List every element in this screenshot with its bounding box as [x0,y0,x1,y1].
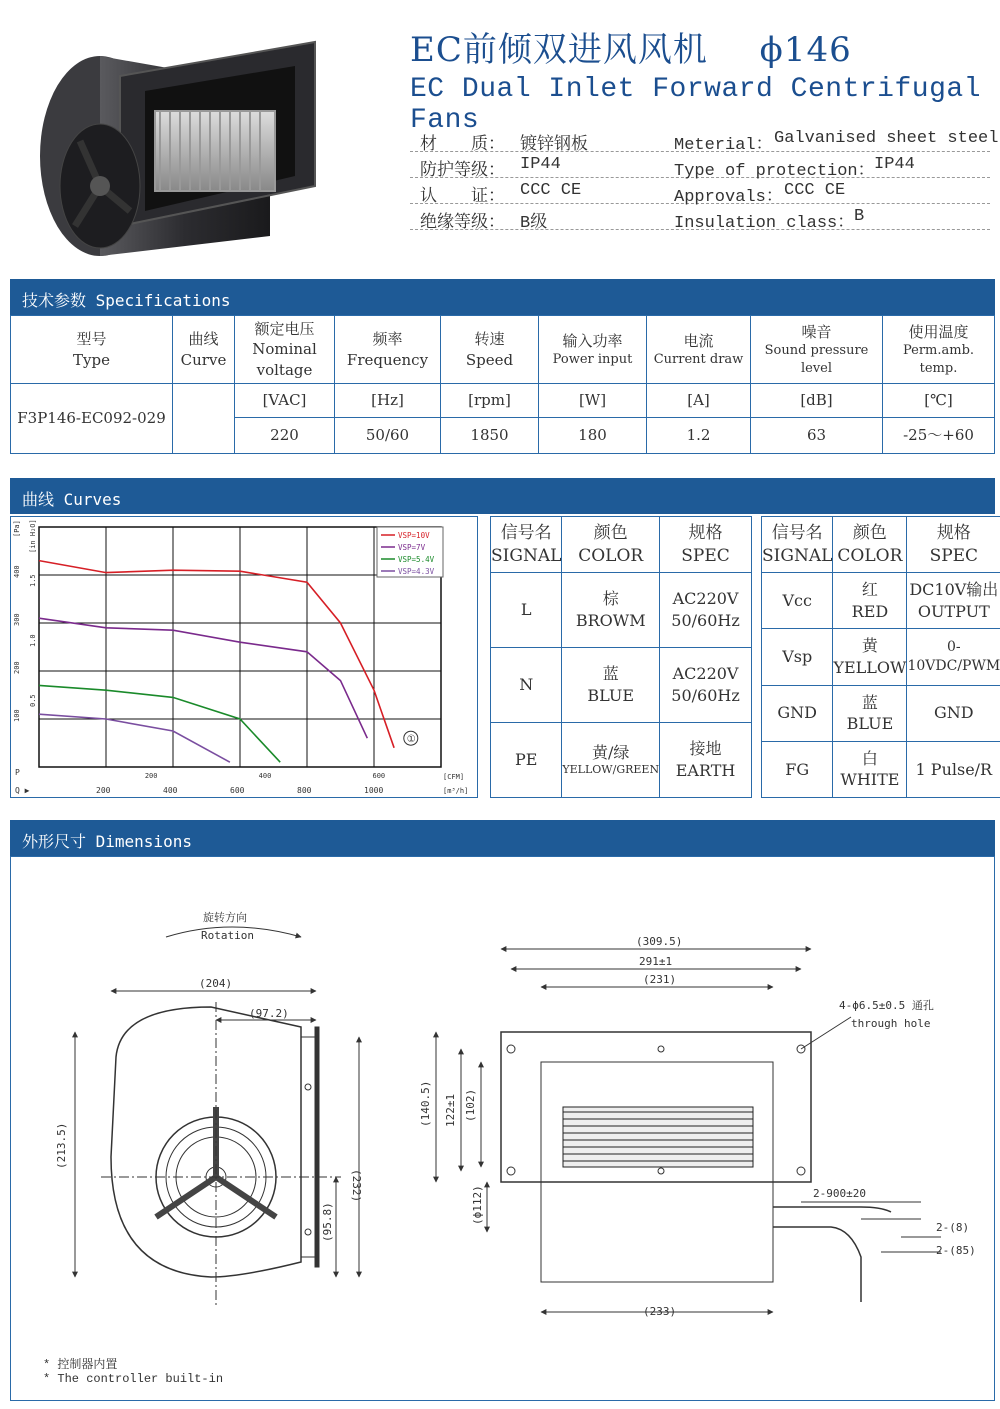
unit-cell: [VAC] [235,384,335,418]
signal-name: GND [762,685,833,741]
rotation-label-en: Rotation [201,929,254,942]
dim-label: (233) [643,1305,677,1318]
signal-table-right-wrap [761,516,1000,798]
y2-axis-unit: [in H₂O] [29,519,37,553]
unit-cell: [dB] [751,384,883,418]
dim-label: (204) [199,977,233,990]
signal-table-right [761,516,1000,798]
property-cn-label: 防护等级： [420,162,505,181]
header-en: COLOR [837,545,903,566]
dim-label: 122±1 [444,1093,457,1127]
property-cn-value: IP44 [520,155,561,174]
y2-tick-label: 0.5 [29,694,37,707]
spec-line1: 1 Pulse/R [915,759,993,779]
unit-cell: [Hz] [335,384,441,418]
unit-cell: [A] [647,384,751,418]
color-cn: 红 [861,580,878,600]
header-en: COLOR [578,545,644,566]
unit-cell: [rpm] [441,384,539,418]
x-tick-label: 600 [230,786,245,795]
specifications-table [10,315,995,454]
header-cn: 型号 [76,330,107,349]
dim-label: (102) [464,1088,477,1122]
property-en-label: Insulation class： [674,214,855,233]
header-en: Type [73,350,110,369]
signal-name: Vcc [762,573,833,629]
dimension-drawing [11,857,994,1400]
header-cn: 输入功率 [562,331,623,350]
x-axis-unit: [m³/h] [443,787,469,795]
y-tick-label: 100 [13,709,21,722]
spec-line1: GND [934,703,974,723]
header-en: Current draw [653,351,744,367]
value-cell: 1.2 [647,418,751,454]
spec-line2: 50/60Hz [671,686,740,705]
value-cell: 63 [751,418,883,454]
color-cn: 黄 [861,636,878,656]
property-cn-value: CCC CE [520,181,582,200]
signal-name: L [491,573,562,648]
color-cn: 蓝 [861,692,878,712]
header-en: Sound pressure level [764,343,869,376]
strip-label: 2-(85) [936,1244,976,1257]
header-cn: 信号名 [500,522,552,543]
header-en: SIGNAL [491,545,562,566]
header-en: SPEC [929,545,979,566]
header-cn: 频率 [372,330,403,349]
property-en-label: Type of protection： [674,162,875,181]
performance-chart [10,516,478,798]
color-cn: 白 [861,748,878,768]
hole-label-cn: 4-ϕ6.5±0.5 通孔 [839,999,934,1012]
signal-table-left [490,516,752,798]
color-en: YELLOW [833,657,907,677]
signal-table-left-wrap [490,516,752,798]
signal-name: Vsp [762,629,833,685]
signal-row [762,629,1000,685]
signal-row [762,685,1000,741]
property-en-label: Approvals： [674,188,783,207]
dim-label: (309.5) [636,935,683,948]
header-cn: 额定电压 [254,320,315,339]
value-cell: 220 [235,418,335,454]
y-tick-label: 300 [13,613,21,626]
header-cn: 信号名 [771,522,823,543]
page-title-cn [410,22,852,71]
dim-label: (ϕ112) [471,1185,484,1225]
curve-marker-label: ① [406,734,416,746]
cable-label: 2-900±20 [813,1187,866,1200]
color-en: BLUE [587,686,635,705]
dimension-drawing-frame [10,856,995,1401]
rotation-label-cn: 旋转方向 [203,911,247,924]
header-en: Power input [552,351,633,367]
spec-line1: 接地 [689,739,722,759]
x-tick-label: 800 [297,786,312,795]
cfm-tick-label: 400 [258,772,272,780]
header-en: SIGNAL [762,545,833,566]
signal-row [491,723,752,798]
header-cn: 转速 [474,330,505,349]
x-axis-letter: Q ▶ [15,786,30,795]
signal-row [762,573,1000,629]
properties-list [410,126,999,233]
y-tick-label: 400 [13,565,21,578]
property-en-value: IP44 [874,155,915,174]
header-cn: 颜色 [852,522,887,543]
x-tick-label: 1000 [364,786,384,795]
signal-row [762,741,1000,797]
property-row [410,204,990,233]
unit-cell: [W] [539,384,647,418]
spec-line1: DC10V输出 [909,580,999,600]
dim-label: (213.5) [55,1122,68,1169]
color-en: WHITE [840,770,900,790]
legend-label: VSP=5.4V [398,555,435,564]
header-cn: 颜色 [593,522,628,543]
model-cell: F3P146-EC092-029 [11,384,173,454]
legend-label: VSP=4.3V [398,567,435,576]
note-cn: * 控制器内置 [43,1358,118,1372]
property-en-value: Galvanised sheet steel [774,129,999,148]
color-en: RED [851,601,889,621]
value-cell: -25～+60 [883,418,995,454]
color-cn: 蓝 [602,664,619,684]
header-cn: 规格 [688,522,723,543]
header-cn: 电流 [683,331,714,350]
color-en: BROWM [575,611,646,630]
signal-name: N [491,648,562,723]
spec-line1: AC220V [672,664,739,684]
dimensions-section-header: 外形尺寸 Dimensions [10,820,995,856]
color-cn: 棕 [602,589,619,609]
y2-tick-label: 1.0 [29,634,37,647]
spec-line2: 50/60Hz [671,611,740,630]
property-en-value: CCC CE [784,181,846,200]
property-cn-value: 镀锌钢板 [520,136,588,155]
signal-row [491,573,752,648]
header-cn: 规格 [936,522,971,543]
curves-section-header: 曲线 Curves [10,478,995,514]
header-en: SPEC [681,545,730,566]
header-cn: 曲线 [188,330,219,349]
dim-label: (97.2) [249,1007,289,1020]
color-en: YELLOW/GREEN [562,763,660,777]
property-row [410,152,990,181]
property-cn-label: 绝缘等级： [420,214,505,233]
header-en: Perm.amb. temp. [902,343,975,376]
x-tick-label: 400 [163,786,178,795]
spec-line2: OUTPUT [917,601,990,621]
property-row [410,126,999,155]
property-cn-label: 材 质： [420,136,505,155]
property-cn-label: 认 证： [420,188,505,207]
dim-label: (232) [350,1169,363,1203]
signal-row [491,648,752,723]
legend-label: VSP=7V [398,543,426,552]
unit-cell: [℃] [883,384,995,418]
hole-label-en: through hole [851,1017,931,1030]
page-title-en: EC Dual Inlet Forward Centrifugal Fans [410,74,981,136]
dim-label: 291±1 [639,955,673,968]
strip-label: 2-(8) [936,1221,970,1234]
value-cell: 50/60 [335,418,441,454]
cfm-tick-label: 600 [372,772,386,780]
specifications-section-header: 技术参数 Specifications [10,279,995,315]
dim-label: (140.5) [419,1080,432,1127]
specifications-table-wrap [10,315,995,454]
property-row [410,178,990,207]
y2-tick-label: 1.5 [29,574,37,587]
y-tick-label: 200 [13,661,21,674]
dim-label: (231) [643,973,677,986]
x-tick-label: 200 [96,786,111,795]
cfm-tick-label: 200 [144,772,158,780]
color-cn: 黄/绿 [592,742,630,762]
spec-line1: 0-10VDC/PWM [907,638,1000,674]
header-cn: 使用温度 [908,322,969,341]
y-axis-unit: [Pa] [13,520,21,537]
y-axis-letter: P [15,768,20,777]
signal-name: PE [491,723,562,798]
x2-axis-unit: [CFM] [443,773,465,781]
title-cn-text: EC前倾双进风风机 [410,30,708,70]
legend-label: VSP=10V [398,531,430,540]
curve-cell [173,384,235,454]
diameter-text: ϕ146 [759,30,852,70]
property-en-value: B [854,207,865,226]
property-cn-value: B级 [520,214,548,233]
product-photo [30,36,330,276]
spec-line2: EARTH [675,761,736,780]
property-en-label: Meterial： [674,136,773,155]
note-en: * The controller built-in [43,1372,224,1386]
value-cell: 180 [539,418,647,454]
signal-name: FG [762,741,833,797]
spec-line1: AC220V [672,589,739,609]
dim-label: (95.8) [321,1202,334,1242]
color-en: BLUE [846,714,894,734]
header-en: Curve [180,350,227,369]
value-cell: 1850 [441,418,539,454]
header-en: Frequency [346,350,429,369]
header-en: Speed [465,350,514,369]
header-en: Nominal voltage [252,340,317,379]
header-cn: 噪音 [801,322,832,341]
